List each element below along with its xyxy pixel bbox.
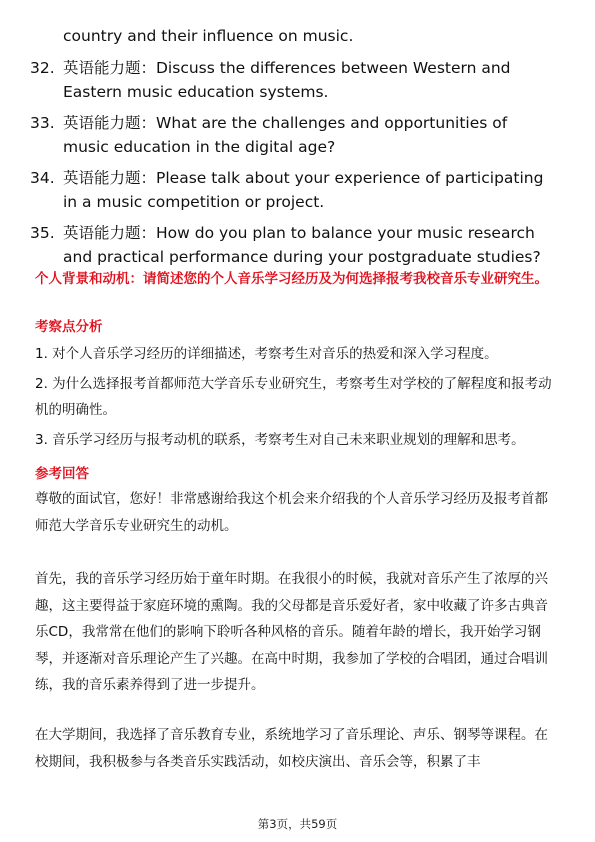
question-item-35 (30, 221, 550, 269)
question-number: 33. (30, 114, 55, 132)
analysis-item: 2. 为什么选择报考首都师范大学音乐专业研究生，考察考生对学校的了解程度和报考动机的明确性。 (35, 376, 552, 418)
answer-paragraph: 在大学期间，我选择了音乐教育专业，系统地学习了音乐理论、声乐、钢琴等课程。在校期间，我积极参与各类音乐实践活动，如校庆演出、音乐会等，积累了丰 (35, 727, 548, 770)
question-number: 32. (30, 59, 55, 77)
analysis-item: 1. 对个人音乐学习经历的详细描述，考察考生对音乐的热爱和深入学习程度。 (35, 346, 498, 362)
question-item-33 (30, 111, 550, 159)
section-question: 个人背景和动机：请简述您的个人音乐学习经历及为何选择报考我校音乐专业研究生。 (35, 271, 548, 287)
question-text: 英语能力题：How do you plan to balance your music research and practical performance during your postgraduate studies? (63, 224, 541, 266)
analysis-item: 3. 音乐学习经历与报考动机的联系，考察考生对自己未来职业规划的理解和思考。 (35, 432, 525, 448)
answer-heading: 参考回答 (35, 466, 89, 482)
analysis-list (35, 341, 560, 457)
question-text: 英语能力题：Discuss the differences between Western and Eastern music education systems. (63, 59, 511, 101)
analysis-heading: 考察点分析 (35, 319, 103, 335)
question-item-34 (30, 166, 550, 214)
answer-paragraph: 尊敬的面试官，您好！非常感谢给我这个机会来介绍我的个人音乐学习经历及报考首都师范大学音乐专业研究生的动机。 (35, 491, 548, 534)
question-item-32 (30, 56, 550, 104)
question-continuation: country and their influence on music. (63, 27, 354, 45)
question-number: 34. (30, 169, 55, 187)
question-number: 35. (30, 224, 55, 242)
question-list (30, 56, 550, 276)
answer-paragraph: 首先，我的音乐学习经历始于童年时期。在我很小的时候，我就对音乐产生了浓厚的兴趣，这主要得益于家庭环境的熏陶。我的父母都是音乐爱好者，家中收藏了许多古典音乐CD，我常常在他们的影响下聆听各种风格的音乐。随着年龄的增长，我开始学习钢琴，并逐渐对音乐理论产生了兴趣。在高中时期，我参加了学校的合唱团，通过合唱训练，我的音乐素养得到了进一步提升。 (35, 571, 548, 693)
page-footer: 第3页，共59页 (257, 817, 338, 831)
question-text: 英语能力题：Please talk about your experience of participating in a music competition or project. (63, 169, 544, 211)
question-text: 英语能力题：What are the challenges and opportunities of music education in the digital age? (63, 114, 508, 156)
